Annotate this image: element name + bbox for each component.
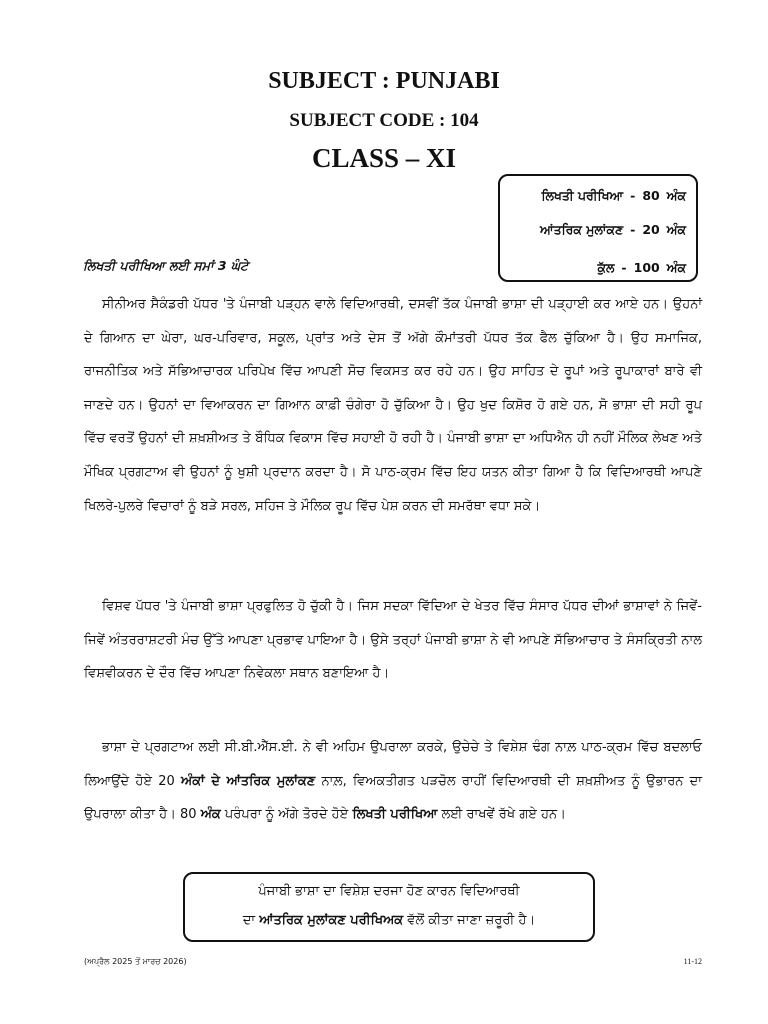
marks-value: 20	[642, 222, 660, 237]
marks-dash: -	[630, 222, 636, 237]
marks-label: ਆਂਤਰਿਕ ਮੁਲਾਂਕਣ	[539, 222, 624, 237]
marks-box	[498, 174, 698, 282]
note-text: ਵੱਲੋਂ ਕੀਤਾ ਜਾਣਾ ਜ਼ਰੂਰੀ ਹੈ।	[403, 913, 536, 928]
subject-code: SUBJECT CODE : 104	[289, 110, 479, 131]
emphasis-written-exam: ਲਿਖਤੀ ਪਰੀਖਿਆ	[352, 807, 438, 823]
marks-row-total	[597, 260, 686, 276]
note-line-2	[185, 913, 593, 928]
marks-unit: ਅੰਕ	[666, 222, 686, 237]
footer-session: (ਅਪ੍ਰੈਲ 2025 ਤੋਂ ਮਾਰਚ 2026)	[84, 957, 187, 966]
paragraph-text: ਪਰੰਪਰਾ ਨੂੰ ਅੱਗੇ ਤੋਰਦੇ ਹੋਏ	[220, 807, 353, 823]
paragraph-assessment	[84, 731, 702, 832]
paragraph-text: ਭਾਸ਼ਾ ਦੇ ਪ੍ਰਗਟਾਅ ਲਈ ਸੀ.ਬੀ.ਐੱਸ.ਈ. ਨੇ ਵੀ ਅਹਿਮ ਉਪਰਾਲਾ ਕਰਕੇ, ਉਚੇਚੇ ਤੇ ਵਿਸ਼ੇਸ਼ ਢੰਗ ਨਾਲ਼ ਪਾਠ-ਕ੍ਰਮ ਵਿੱਚ ਬਦਲਾਓ ਲਿਆਉਂਦੇ ਹੋਏ 20	[84, 740, 702, 789]
subject-title: SUBJECT : PUNJABI	[268, 68, 500, 94]
marks-row-internal	[540, 222, 686, 238]
note-line-1: ਪੰਜਾਬੀ ਭਾਸ਼ਾ ਦਾ ਵਿਸ਼ੇਸ਼ ਦਰਜਾ ਹੋਣ ਕਾਰਨ ਵਿਦਿਆਰਥੀ	[258, 884, 520, 899]
marks-unit: ਅੰਕ	[666, 188, 686, 203]
marks-value: 80	[642, 188, 660, 203]
paragraph-intro: ਸੀਨੀਅਰ ਸੈਕੰਡਰੀ ਪੱਧਰ 'ਤੇ ਪੰਜਾਬੀ ਪੜ੍ਹਨ ਵਾਲੇ ਵਿਦਿਆਰਥੀ, ਦਸਵੀਂ ਤੱਕ ਪੰਜਾਬੀ ਭਾਸ਼ਾ ਦੀ ਪੜ੍ਹਾਈ ਕਰ ਆਏ ਹਨ। ਉਹਨਾਂ ਦੇ ਗਿਆਨ ਦਾ ਘੇਰਾ, ਘਰ-ਪਰਿਵਾਰ, ਸਕੂਲ, ਪ੍ਰਾਂਤ ਅਤੇ ਦੇਸ ਤੋਂ ਅੱਗੇ ਕੌਮਾਂਤਰੀ ਪੱਧਰ ਤੱਕ ਫੈਲ ਚੁੱਕਿਆ ਹੈ। ਉਹ ਸਮਾਜਿਕ, ਰਾਜਨੀਤਿਕ ਅਤੇ ਸੱਭਿਆਚਾਰਕ ਪਰਿਪੇਖ ਵਿੱਚ ਆਪਣੀ ਸੋਚ ਵਿਕਸਤ ਕਰ ਰਹੇ ਹਨ। ਉਹ ਸਾਹਿਤ ਦੇ ਰੂਪਾਂ ਅਤੇ ਰੂਪਾਕਾਰਾਂ ਬਾਰੇ ਵੀ ਜਾਣਦੇ ਹਨ। ਉਹਨਾਂ ਦਾ ਵਿਆਕਰਨ ਦਾ ਗਿਆਨ ਕਾਫ਼ੀ ਚੰਗੇਰਾ ਹੋ ਚੁੱਕਿਆ ਹੈ। ਉਹ ਖੁਦ ਕਿਸ਼ੋਰ ਹੋ ਗਏ ਹਨ, ਸੋ ਭਾਸ਼ਾ ਦੀ ਸਹੀ ਰੂਪ ਵਿੱਚ ਵਰਤੋਂ ਉਹਨਾਂ ਦੀ ਸ਼ਖ਼ਸ਼ੀਅਤ ਤੇ ਬੌਧਿਕ ਵਿਕਾਸ ਵਿੱਚ ਸਹਾਈ ਹੋ ਰਹੀ ਹੈ। ਪੰਜਾਬੀ ਭਾਸ਼ਾ ਦਾ ਅਧਿਐਨ ਹੀ ਨਹੀਂ ਮੌਲਿਕ ਲੇਖਣ ਅਤੇ ਮੌਖਿਕ ਪ੍ਰਗਟਾਅ ਵੀ ਉਹਨਾਂ ਨੂੰ ਖੁਸ਼ੀ ਪ੍ਰਦਾਨ ਕਰਦਾ ਹੈ। ਸੋ ਪਾਠ-ਕ੍ਰਮ ਵਿੱਚ ਇਹ ਯਤਨ ਕੀਤਾ ਗਿਆ ਹੈ ਕਿ ਵਿਦਿਆਰਥੀ ਆਪਣੇ ਖਿਲਰੇ-ਪੁਲਰੇ ਵਿਚਾਰਾਂ ਨੂੰ ਬੜੇ ਸਰਲ, ਸਹਿਜ ਤੇ ਮੌਲਿਕ ਰੂਪ ਵਿੱਚ ਪੇਸ਼ ਕਰਨ ਦੀ ਸਮਰੱਥਾ ਵਧਾ ਸਕੇ।	[84, 297, 702, 514]
paragraph-text: ਲਈ ਰਾਖਵੇਂ ਰੱਖੇ ਗਏ ਹਨ।	[437, 807, 566, 823]
marks-row-written	[541, 188, 686, 204]
exam-time-note: ਲਿਖਤੀ ਪਰੀਖਿਆ ਲਈ ਸਮਾਂ 3 ਘੰਟੇ	[83, 258, 249, 273]
emphasis-internal-assessment: ਅੰਕਾਂ ਦੇ ਆਂਤਰਿਕ ਮੁਲਾਂਕਣ	[181, 773, 316, 789]
marks-label: ਕੁੱਲ	[597, 260, 615, 275]
marks-label: ਲਿਖਤੀ ਪਰੀਖਿਆ	[541, 188, 624, 203]
footer-page-number: 11-12	[683, 957, 702, 966]
marks-value: 100	[633, 260, 660, 275]
note-box	[183, 872, 595, 942]
marks-unit: ਅੰਕ	[666, 260, 686, 275]
emphasis-marks: ਅੰਕ	[200, 807, 221, 823]
marks-dash: -	[630, 188, 636, 203]
paragraph-text: ਨਾਲ਼, ਵਿਅਕਤੀਗਤ ਪੜਚੋਲ ਰਾਹੀਂ ਵਿਦਿਆਰਥੀ ਦੀ ਸ਼ਖ਼ਸ਼ੀਅਤ ਨੂੰ ਉਭਾਰਨ ਦਾ ਉਪਰਾਲਾ ਕੀਤਾ ਹੈ। 80	[84, 773, 702, 823]
paragraph-global: ਵਿਸ਼ਵ ਪੱਧਰ 'ਤੇ ਪੰਜਾਬੀ ਭਾਸ਼ਾ ਪ੍ਰਫੁਲਿਤ ਹੋ ਚੁੱਕੀ ਹੈ। ਜਿਸ ਸਦਕਾ ਵਿੱਦਿਆ ਦੇ ਖੇਤਰ ਵਿੱਚ ਸੰਸਾਰ ਪੱਧਰ ਦੀਆਂ ਭਾਸ਼ਾਵਾਂ ਨੇ ਜਿਵੇਂ-ਜਿਵੇਂ ਅੰਤਰਰਾਸ਼ਟਰੀ ਮੰਚ ਉੱਤੇ ਆਪਣਾ ਪ੍ਰਭਾਵ ਪਾਇਆ ਹੈ। ਉਸੇ ਤਰ੍ਹਾਂ ਪੰਜਾਬੀ ਭਾਸ਼ਾ ਨੇ ਵੀ ਆਪਣੇ ਸੱਭਿਆਚਾਰ ਤੇ ਸੰਸਕ੍ਰਿਤੀ ਨਾਲ ਵਿਸ਼ਵੀਕਰਨ ਦੇ ਦੌਰ ਵਿੱਚ ਆਪਣਾ ਨਿਵੇਕਲਾ ਸਥਾਨ ਬਣਾਇਆ ਹੈ।	[84, 599, 702, 682]
marks-dash: -	[621, 260, 627, 275]
note-text: ਦਾ	[242, 913, 260, 928]
note-emphasis: ਆਂਤਰਿਕ ਮੁਲਾਂਕਣ ਪਰੀਖਿਅਕ	[259, 913, 404, 928]
class-title: CLASS – XI	[311, 143, 457, 173]
